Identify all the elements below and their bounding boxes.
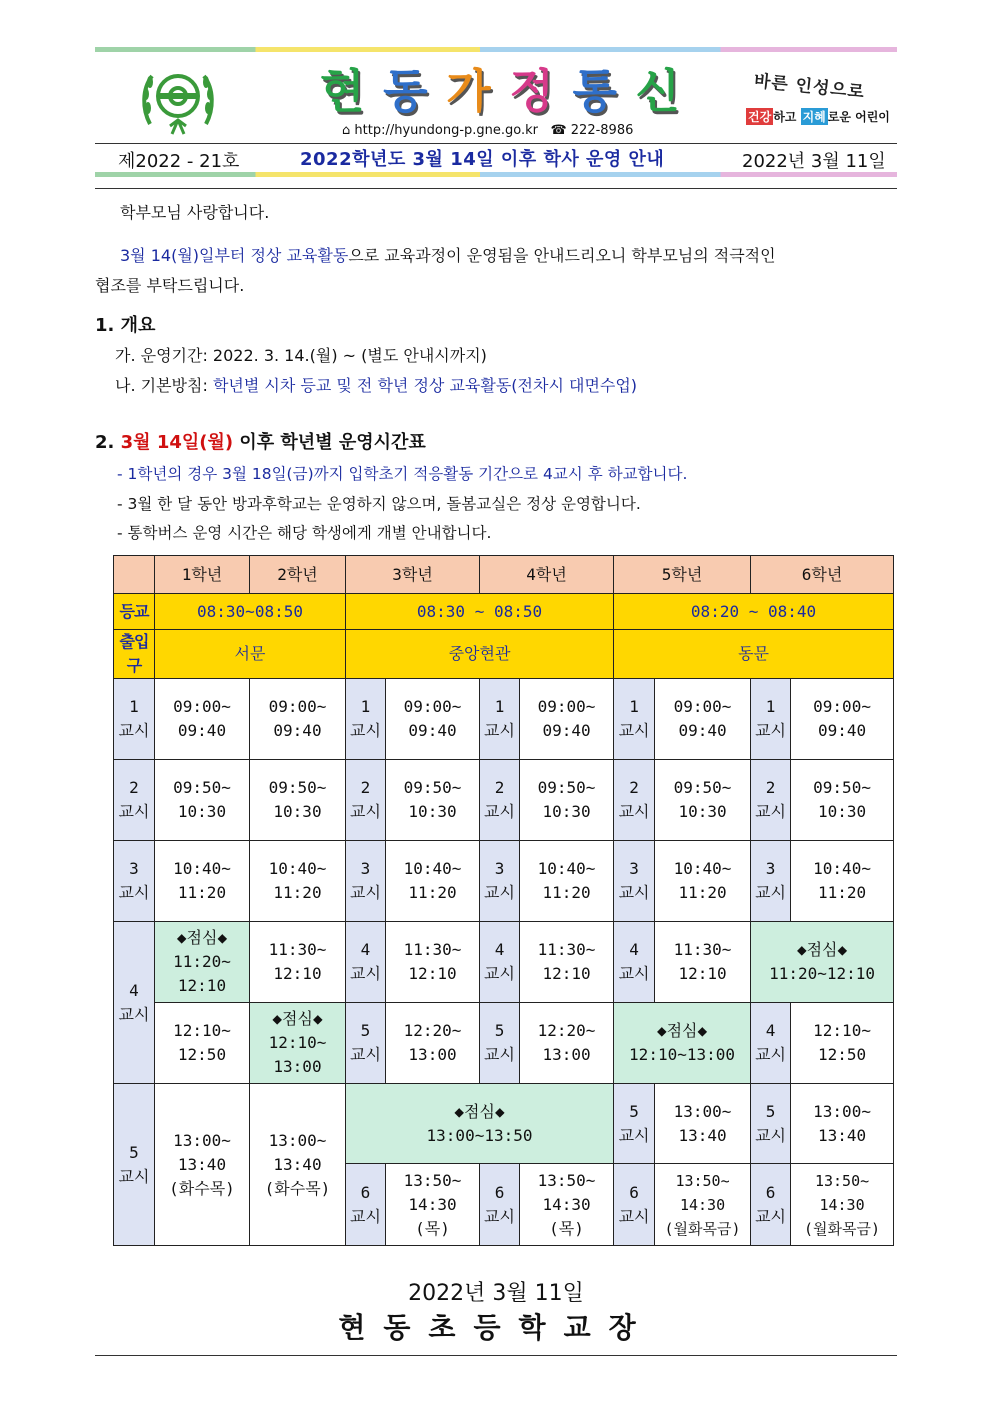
time-cell: 09:50~ 10:30 — [386, 760, 480, 841]
top-color-bar — [95, 47, 897, 52]
arrive-label: 등교 — [114, 594, 155, 630]
period-label: 4 교시 — [614, 922, 655, 1003]
period-label: 3 교시 — [346, 841, 386, 922]
period-label: 5 교시 — [614, 1084, 655, 1164]
principal-signature: 현동초등학교장 — [338, 1311, 654, 1344]
period-label: 2 교시 — [346, 760, 386, 841]
time-cell: 12:10~ 12:50 — [155, 1003, 250, 1084]
header-color-bar — [95, 172, 897, 177]
period-label: 6 교시 — [346, 1164, 386, 1246]
title-char: 정 — [509, 64, 554, 118]
grade-header: 6학년 — [751, 556, 894, 594]
period-label: 2 교시 — [614, 760, 655, 841]
time-cell: 09:00~ 09:40 — [386, 679, 480, 760]
time-cell: 11:30~ 12:10 — [655, 922, 751, 1003]
title-char: 현 — [320, 64, 365, 118]
footer-rule — [95, 1355, 897, 1356]
time-cell: 13:50~ 14:30 (목) — [386, 1164, 480, 1246]
intro-text: 으로 교육과정이 운영됨을 안내드리오니 학부모님의 적극적인 — [348, 246, 776, 265]
grade-header: 1학년 — [155, 556, 250, 594]
bullet-3: - 통학버스 운영 시간은 해당 학생에게 개별 안내합니다. — [117, 524, 492, 542]
lunch-cell: ◆점심◆ 11:20~12:10 — [751, 922, 894, 1003]
period-label: 3 교시 — [751, 841, 791, 922]
grade-header: 3학년 — [346, 556, 480, 594]
issue-number: 제2022 - 21호 — [118, 151, 240, 172]
intro-paragraph — [95, 241, 897, 301]
time-cell: 09:50~ 10:30 — [250, 760, 346, 841]
grade-header: 5학년 — [614, 556, 751, 594]
period-label: 3 교시 — [114, 841, 155, 922]
motto-text: 로운 어린이 — [827, 110, 890, 124]
period-label: 4 교시 — [751, 1003, 791, 1084]
bullet-1: - 1학년의 경우 3월 18일(금)까지 입학초기 적응활동 기간으로 4교시 후 하교합니다. — [117, 465, 688, 483]
phone-icon: ☎ — [550, 123, 567, 138]
lunch-cell: ◆점심◆ 13:00~13:50 — [346, 1084, 614, 1164]
gate-name: 중앙현관 — [346, 630, 614, 679]
period-label: 4 교시 — [480, 922, 520, 1003]
motto-box-health: 건강 — [748, 110, 772, 124]
headline: 2022학년도 3월 14일 이후 학사 운영 안내 — [300, 149, 665, 170]
issue-date: 2022년 3월 11일 — [742, 151, 886, 172]
period-label: 1 교시 — [480, 679, 520, 760]
period-label: 3 교시 — [480, 841, 520, 922]
bullet-2: - 3월 한 달 동안 방과후학교는 운영하지 않으며, 돌봄교실은 정상 운영합니다. — [117, 495, 641, 513]
website-link[interactable]: http://hyundong-p.gne.go.kr — [354, 123, 539, 138]
gate-label: 출입구 — [114, 630, 155, 679]
title-char: 동 — [383, 64, 428, 118]
grade-header: 4학년 — [480, 556, 614, 594]
time-cell: 09:00~ 09:40 — [655, 679, 751, 760]
motto-box-wisdom: 지혜 — [802, 110, 826, 124]
title-char: 가 — [446, 64, 491, 118]
time-cell: 10:40~ 11:20 — [155, 841, 250, 922]
period-label: 2 교시 — [114, 760, 155, 841]
time-cell: 13:50~ 14:30 (목) — [520, 1164, 614, 1246]
policy-line — [95, 371, 897, 401]
section-2-title — [95, 428, 897, 458]
period-label: 2 교시 — [480, 760, 520, 841]
period-label: 1 교시 — [346, 679, 386, 760]
school-motto — [740, 70, 890, 132]
period-label: 6 교시 — [480, 1164, 520, 1246]
period-label: 5 교시 — [114, 1084, 155, 1246]
arrive-time: 08:30~08:50 — [155, 594, 346, 630]
period-label: 5 교시 — [346, 1003, 386, 1084]
section-2-num: 2. — [95, 432, 121, 453]
time-cell: 12:20~ 13:00 — [520, 1003, 614, 1084]
period-label: 6 교시 — [614, 1164, 655, 1246]
time-cell: 12:20~ 13:00 — [386, 1003, 480, 1084]
arrive-time: 08:30 ~ 08:50 — [346, 594, 614, 630]
header-rule — [95, 143, 897, 144]
time-cell: 11:30~ 12:10 — [386, 922, 480, 1003]
time-cell: 10:40~ 11:20 — [386, 841, 480, 922]
intro-highlight: 3월 14(월)일부터 정상 교육활동 — [120, 246, 349, 265]
period-label: 5 교시 — [751, 1084, 791, 1164]
time-cell: 09:50~ 10:30 — [155, 760, 250, 841]
time-cell: 13:00~ 13:40 (화수목) — [250, 1084, 346, 1246]
gate-name: 동문 — [614, 630, 894, 679]
school-emblem-icon — [140, 64, 216, 136]
motto-bottom — [746, 108, 890, 125]
period-label: 4 교시 — [114, 922, 155, 1084]
gate-name: 서문 — [155, 630, 346, 679]
phone-number: 222-8986 — [570, 123, 634, 138]
period-line: 가. 운영기간: 2022. 3. 14.(월) ~ (별도 안내시까지) — [115, 346, 487, 365]
motto-text: 하고 — [773, 110, 797, 124]
time-cell: 09:00~ 09:40 — [520, 679, 614, 760]
motto-top: 바른 인성으로 — [752, 71, 866, 103]
time-cell: 09:00~ 09:40 — [155, 679, 250, 760]
section-1-title: 1. 개요 — [95, 315, 156, 336]
grade-header: 2학년 — [250, 556, 346, 594]
period-label: 2 교시 — [751, 760, 791, 841]
time-cell: 13:00~ 13:40 — [791, 1084, 894, 1164]
time-cell: 09:50~ 10:30 — [791, 760, 894, 841]
lunch-cell: ◆점심◆ 11:20~ 12:10 — [155, 922, 250, 1003]
greeting: 학부모님 사랑합니다. — [120, 203, 270, 222]
intro-text-2: 협조를 부탁드립니다. — [95, 276, 245, 295]
corner-cell — [114, 556, 155, 594]
contact-line — [342, 123, 633, 138]
arrive-time: 08:20 ~ 08:40 — [614, 594, 894, 630]
title-char: 통 — [572, 64, 617, 118]
timetable — [113, 555, 894, 1246]
section-2-rest: 이후 학년별 운영시간표 — [233, 432, 426, 453]
time-cell: 12:10~ 12:50 — [791, 1003, 894, 1084]
time-cell: 10:40~ 11:20 — [250, 841, 346, 922]
header-rule-bottom — [95, 188, 897, 189]
period-label: 1 교시 — [614, 679, 655, 760]
home-icon: ⌂ — [342, 123, 351, 138]
period-label: 5 교시 — [480, 1003, 520, 1084]
time-cell: 09:50~ 10:30 — [655, 760, 751, 841]
time-cell: 09:00~ 09:40 — [250, 679, 346, 760]
lunch-cell: ◆점심◆ 12:10~ 13:00 — [250, 1003, 346, 1084]
period-label: 1 교시 — [751, 679, 791, 760]
time-cell: 10:40~ 11:20 — [655, 841, 751, 922]
time-cell: 11:30~ 12:10 — [520, 922, 614, 1003]
time-cell: 09:50~ 10:30 — [520, 760, 614, 841]
title-char: 신 — [635, 64, 680, 118]
time-cell: 13:50~ 14:30 (월화목금) — [655, 1164, 751, 1246]
time-cell: 10:40~ 11:20 — [791, 841, 894, 922]
time-cell: 10:40~ 11:20 — [520, 841, 614, 922]
time-cell: 13:00~ 13:40 — [655, 1084, 751, 1164]
period-label: 3 교시 — [614, 841, 655, 922]
time-cell: 09:00~ 09:40 — [791, 679, 894, 760]
time-cell: 13:50~ 14:30 (월화목금) — [791, 1164, 894, 1246]
period-label: 1 교시 — [114, 679, 155, 760]
newsletter-title — [320, 55, 680, 117]
period-label: 4 교시 — [346, 922, 386, 1003]
policy-label: 나. 기본방침: — [115, 376, 213, 395]
signature-date: 2022년 3월 11일 — [408, 1281, 584, 1306]
policy-value: 학년별 시차 등교 및 전 학년 정상 교육활동(전차시 대면수업) — [212, 376, 638, 395]
section-2-date: 3월 14일(월) — [120, 432, 234, 453]
time-cell: 13:00~ 13:40 (화수목) — [155, 1084, 250, 1246]
time-cell: 11:30~ 12:10 — [250, 922, 346, 1003]
period-label: 6 교시 — [751, 1164, 791, 1246]
lunch-cell: ◆점심◆ 12:10~13:00 — [614, 1003, 751, 1084]
